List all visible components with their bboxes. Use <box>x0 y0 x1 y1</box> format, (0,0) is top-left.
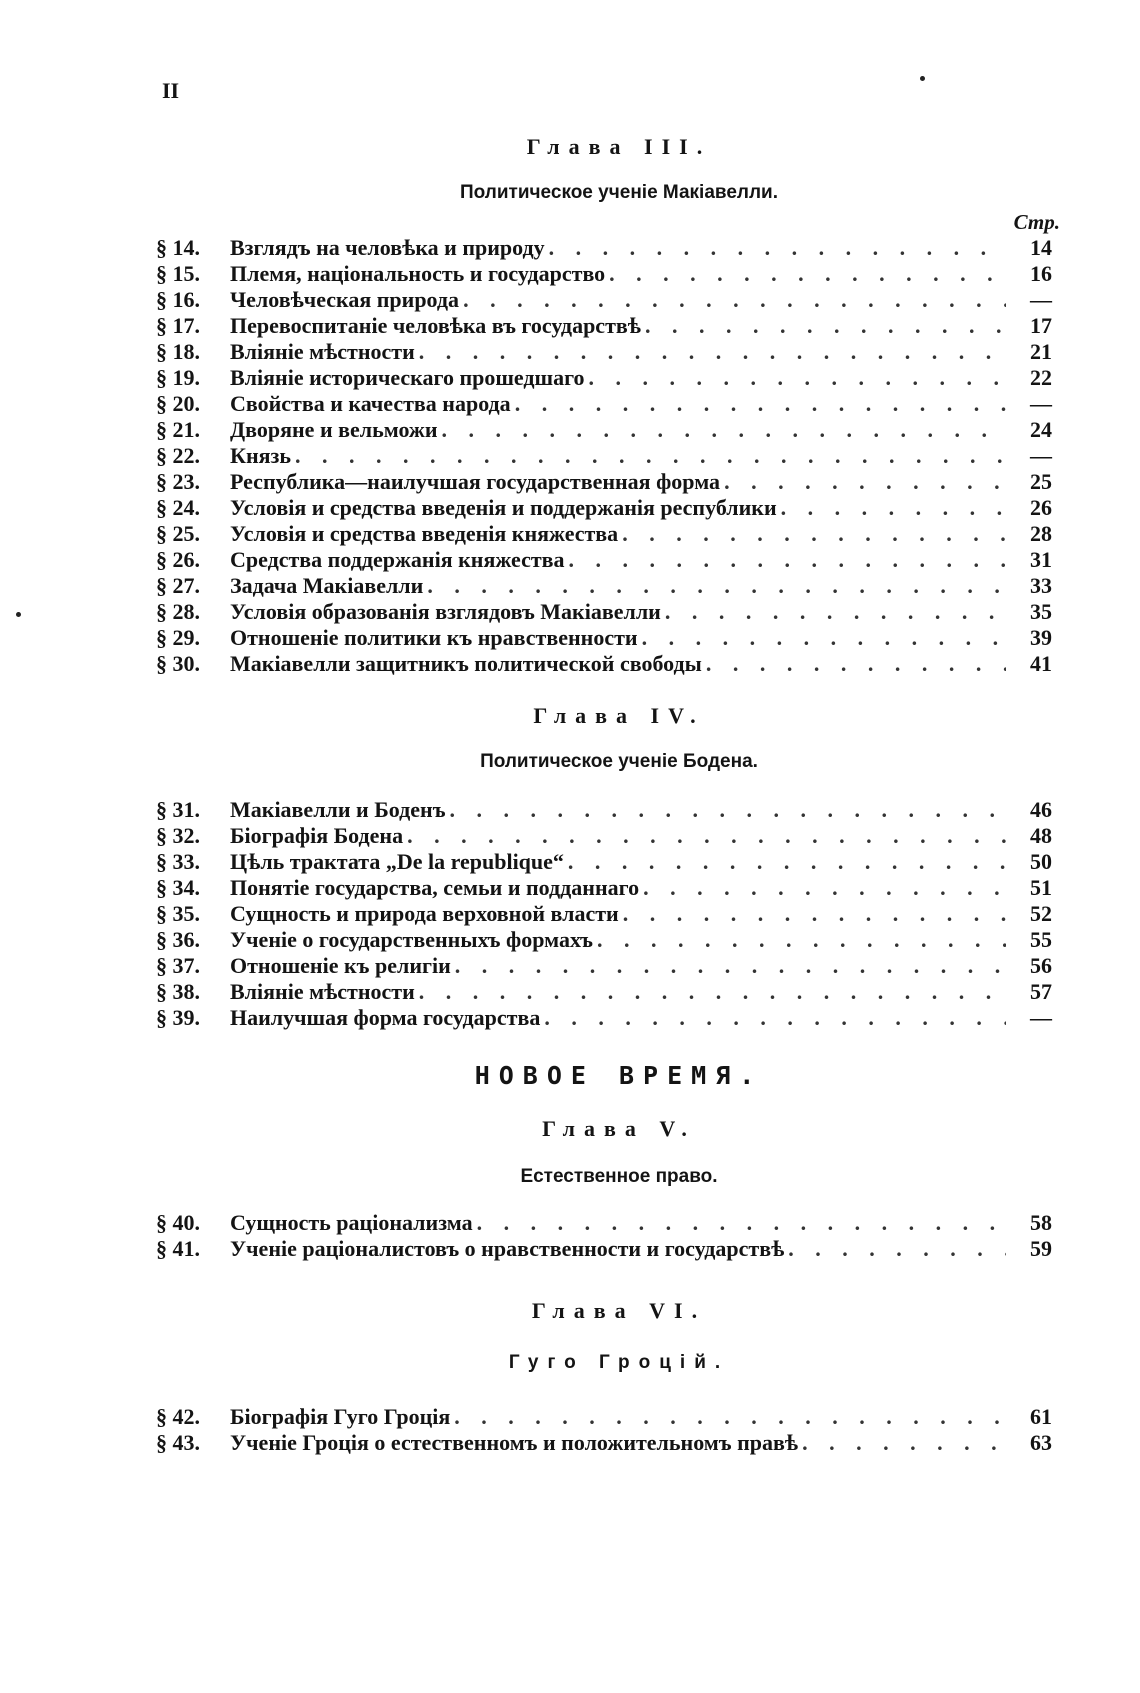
page-reference: 55 <box>1030 927 1052 952</box>
page-number: II <box>162 78 180 103</box>
dot-leader <box>784 1236 1006 1262</box>
page-reference: — <box>1030 391 1052 416</box>
page-reference: — <box>1030 1005 1052 1030</box>
toc-entry <box>156 495 1052 521</box>
toc-entry <box>156 1430 1052 1456</box>
page-reference: 16 <box>1030 261 1052 286</box>
page-reference: — <box>1030 287 1052 312</box>
table-of-contents <box>156 124 1060 1456</box>
toc-entry <box>156 625 1052 651</box>
dot-leader <box>423 573 1006 599</box>
dot-leader <box>511 391 1006 417</box>
toc-entry <box>156 1210 1052 1236</box>
page-reference: 24 <box>1030 417 1052 442</box>
page-reference: 41 <box>1030 651 1052 676</box>
toc-entry <box>156 953 1052 979</box>
dot-leader <box>619 901 1006 927</box>
toc-entry <box>156 417 1052 443</box>
toc-entry <box>156 391 1052 417</box>
page-reference: 63 <box>1030 1430 1052 1455</box>
dot-leader <box>605 261 1006 287</box>
section-number: § 23. <box>156 469 200 494</box>
page-reference: 17 <box>1030 313 1052 338</box>
entry-title: Отношеніе политики къ нравственности <box>230 625 638 650</box>
dot-leader <box>798 1430 1006 1456</box>
section-number: § 30. <box>156 651 200 676</box>
dot-leader <box>777 495 1006 521</box>
page-reference: 52 <box>1030 901 1052 926</box>
page-reference: 21 <box>1030 339 1052 364</box>
chapter-heading: Глава V. <box>542 1116 696 1141</box>
toc-entry <box>156 365 1052 391</box>
section-number: § 28. <box>156 599 200 624</box>
entry-title: Перевоспитаніе человѣка въ государствѣ <box>230 313 641 338</box>
toc-entry <box>156 849 1052 875</box>
entry-title: Князь <box>230 443 292 468</box>
page-reference: 31 <box>1030 547 1052 572</box>
section-number: § 31. <box>156 797 200 822</box>
section-number: § 32. <box>156 823 200 848</box>
section-number: § 41. <box>156 1236 200 1261</box>
page-reference: 39 <box>1030 625 1052 650</box>
section-number: § 40. <box>156 1210 200 1235</box>
dot-leader <box>661 599 1006 625</box>
entry-title: Вліяніе мѣстности <box>230 339 415 364</box>
section-number: § 24. <box>156 495 200 520</box>
section-number: § 33. <box>156 849 200 874</box>
dot-leader <box>565 547 1006 573</box>
dot-leader <box>545 235 1006 261</box>
entry-title: Условія и средства введенія и поддержанія республики <box>230 495 777 520</box>
page-column-label: Стр. <box>1013 210 1060 234</box>
toc-entry <box>156 573 1052 599</box>
page-reference: 58 <box>1030 1210 1052 1235</box>
dot-leader <box>403 823 1006 849</box>
toc-entry <box>156 339 1052 365</box>
section-number: § 35. <box>156 901 200 926</box>
dot-leader <box>438 417 1006 443</box>
dot-leader <box>593 927 1006 953</box>
section-number: § 42. <box>156 1404 200 1429</box>
entry-list <box>156 235 1052 677</box>
section-number: § 20. <box>156 391 200 416</box>
page-reference: 35 <box>1030 599 1052 624</box>
chapter-heading: Глава VI. <box>531 1298 707 1323</box>
toc-entry <box>156 235 1052 261</box>
toc-entry <box>156 521 1052 547</box>
page-reference: 61 <box>1030 1404 1052 1429</box>
page-reference: 25 <box>1030 469 1052 494</box>
entry-title: Республика—наилучшая государственная форма <box>230 469 721 494</box>
section-number: § 36. <box>156 927 200 952</box>
dot-leader <box>459 287 1006 313</box>
section-number: § 38. <box>156 979 200 1004</box>
page-reference: — <box>1030 443 1052 468</box>
page-reference: 51 <box>1030 875 1052 900</box>
dot-leader <box>473 1210 1006 1236</box>
section-number: § 43. <box>156 1430 200 1455</box>
entry-title: Макіавелли защитникъ политической свободы <box>230 651 702 676</box>
section-number: § 37. <box>156 953 200 978</box>
section-number: § 17. <box>156 313 200 338</box>
section-number: § 18. <box>156 339 200 364</box>
dot-leader <box>585 365 1006 391</box>
page-reference: 48 <box>1030 823 1052 848</box>
toc-entry <box>156 823 1052 849</box>
section-number: § 27. <box>156 573 200 598</box>
chapter-subtitle: Политическое ученіе Макіавелли. <box>460 182 778 203</box>
entry-title: Біографія Бодена <box>230 823 404 848</box>
entry-title: Ученіе о государственныхъ формахъ <box>230 927 593 952</box>
print-speck <box>920 76 925 81</box>
section-number: § 21. <box>156 417 200 442</box>
section-number: § 25. <box>156 521 200 546</box>
dot-leader <box>641 313 1006 339</box>
page-reference: 22 <box>1030 365 1052 390</box>
toc-entry <box>156 875 1052 901</box>
page-reference: 59 <box>1030 1236 1052 1261</box>
entry-title: Ученіе раціоналистовъ о нравственности и государствѣ <box>230 1236 785 1261</box>
entry-title: Понятіе государства, семьи и подданнаго <box>230 875 640 900</box>
entry-title: Наилучшая форма государства <box>230 1005 541 1030</box>
toc-entry <box>156 651 1052 677</box>
chapter-subtitle: Естественное право. <box>520 1166 718 1187</box>
dot-leader <box>638 625 1006 651</box>
section-number: § 26. <box>156 547 200 572</box>
toc-entry <box>156 547 1052 573</box>
dot-leader <box>446 797 1006 823</box>
toc-entry <box>156 927 1052 953</box>
section-number: § 34. <box>156 875 200 900</box>
entry-title: Сущность и природа верховной власти <box>230 901 619 926</box>
toc-entry <box>156 261 1052 287</box>
toc-entry <box>156 979 1052 1005</box>
page-reference: 56 <box>1030 953 1052 978</box>
section-number: § 39. <box>156 1005 200 1030</box>
entry-title: Условія образованія взглядовъ Макіавелли <box>230 599 661 624</box>
toc-entry <box>156 599 1052 625</box>
chapter-subtitle: Гуго Гроцій. <box>508 1352 730 1373</box>
chapter-heading: Глава IV. <box>533 703 705 728</box>
page-reference: 50 <box>1030 849 1052 874</box>
dot-leader <box>415 979 1006 1005</box>
entry-title: Задача Макіавелли <box>230 573 424 598</box>
dot-leader <box>702 651 1006 677</box>
entry-title: Вліяніе мѣстности <box>230 979 415 1004</box>
dot-leader <box>451 953 1006 979</box>
dot-leader <box>720 469 1006 495</box>
page-reference: 28 <box>1030 521 1052 546</box>
page-reference: 26 <box>1030 495 1052 520</box>
dot-leader <box>450 1404 1006 1430</box>
dot-leader <box>415 339 1006 365</box>
print-speck <box>16 612 21 617</box>
entry-list <box>156 1210 1052 1262</box>
dot-leader <box>639 875 1006 901</box>
entry-title: Отношеніе къ религіи <box>230 953 451 978</box>
entry-title: Ученіе Гроція о естественномъ и положительномъ правѣ <box>230 1430 799 1455</box>
part-heading: НОВОЕ ВРЕМЯ. <box>474 1061 764 1090</box>
dot-leader <box>564 849 1006 875</box>
toc-entry <box>156 1236 1052 1262</box>
toc-entry <box>156 901 1052 927</box>
section-number: § 15. <box>156 261 200 286</box>
section-number: § 29. <box>156 625 200 650</box>
entry-title: Вліяніе историческаго прошедшаго <box>230 365 585 390</box>
dot-leader <box>618 521 1006 547</box>
entry-title: Макіавелли и Боденъ <box>230 797 446 822</box>
toc-entry <box>156 313 1052 339</box>
page-reference: 46 <box>1030 797 1052 822</box>
dot-leader <box>291 443 1006 469</box>
page-reference: 33 <box>1030 573 1052 598</box>
chapter-subtitle: Политическое ученіе Бодена. <box>480 751 758 772</box>
entry-list <box>156 1404 1052 1456</box>
page-reference: 57 <box>1030 979 1052 1004</box>
chapter-heading: Глава III. <box>526 134 712 159</box>
entry-title: Сущность раціонализма <box>230 1210 473 1235</box>
entry-title: Взглядъ на человѣка и природу <box>230 235 545 260</box>
entry-title: Біографія Гуго Гроція <box>230 1404 451 1429</box>
entry-title: Дворяне и вельможи <box>230 417 438 442</box>
toc-entry <box>156 469 1052 495</box>
entry-title: Свойства и качества народа <box>230 391 511 416</box>
section-number: § 16. <box>156 287 200 312</box>
entry-title: Племя, національность и государство <box>230 261 606 286</box>
toc-entry <box>156 287 1052 313</box>
toc-entry <box>156 1005 1052 1031</box>
entry-title: Цѣль трактата „De la republique“ <box>230 849 564 874</box>
section-number: § 22. <box>156 443 200 468</box>
section-number: § 14. <box>156 235 200 260</box>
entry-title: Условія и средства введенія княжества <box>230 521 619 546</box>
entry-list <box>156 797 1052 1031</box>
section-number: § 19. <box>156 365 200 390</box>
entry-title: Человѣческая природа <box>230 287 460 312</box>
dot-leader <box>540 1005 1006 1031</box>
toc-entry <box>156 443 1052 469</box>
toc-entry <box>156 797 1052 823</box>
page-reference: 14 <box>1030 235 1052 260</box>
entry-title: Средства поддержанія княжества <box>230 547 565 572</box>
toc-entry <box>156 1404 1052 1430</box>
